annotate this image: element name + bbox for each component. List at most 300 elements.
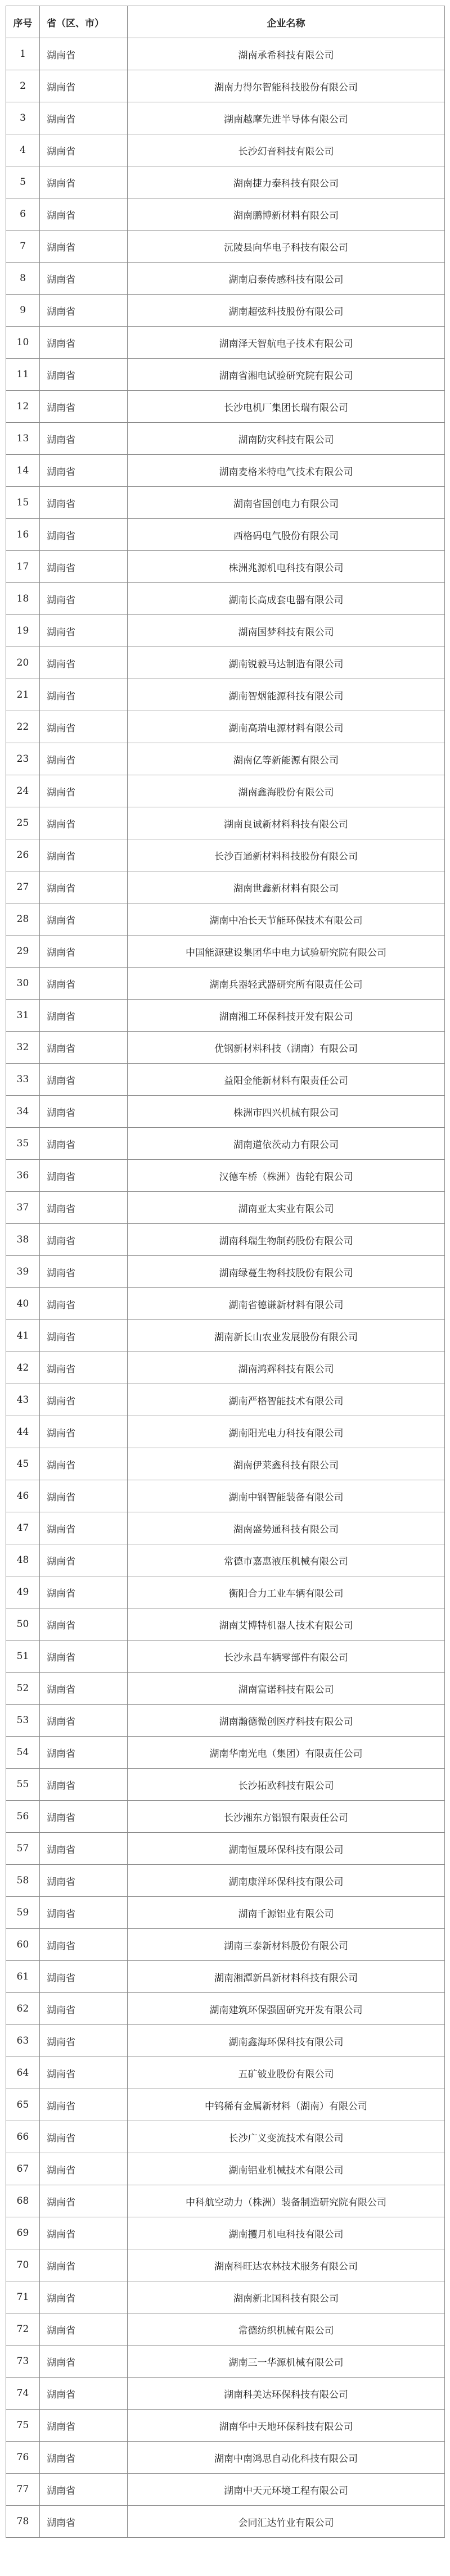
row-index: 5 <box>6 166 40 198</box>
row-company-name: 湖南道依茨动力有限公司 <box>128 1128 445 1160</box>
row-province: 湖南省 <box>40 2185 128 2217</box>
table-row <box>6 423 445 455</box>
row-province: 湖南省 <box>40 551 128 583</box>
row-province: 湖南省 <box>40 38 128 70</box>
row-province: 湖南省 <box>40 615 128 647</box>
row-province: 湖南省 <box>40 423 128 455</box>
row-index: 74 <box>6 2378 40 2410</box>
row-company-name: 湖南建筑环保强固研究开发有限公司 <box>128 1993 445 2025</box>
row-index: 48 <box>6 1544 40 1576</box>
row-index: 44 <box>6 1416 40 1448</box>
row-index: 49 <box>6 1576 40 1608</box>
row-province: 湖南省 <box>40 231 128 263</box>
row-company-name: 湖南中冶长天节能环保技术有限公司 <box>128 903 445 936</box>
row-province: 湖南省 <box>40 775 128 807</box>
row-company-name: 湖南康洋环保科技有限公司 <box>128 1865 445 1897</box>
row-province: 湖南省 <box>40 2442 128 2474</box>
table-row <box>6 487 445 519</box>
table-row <box>6 1640 445 1673</box>
row-index: 54 <box>6 1737 40 1769</box>
table-row <box>6 327 445 359</box>
row-company-name: 湖南科旺达农林技术服务有限公司 <box>128 2249 445 2281</box>
row-province: 湖南省 <box>40 1448 128 1480</box>
table-row <box>6 968 445 1000</box>
row-province: 湖南省 <box>40 936 128 968</box>
table-row <box>6 295 445 327</box>
table-row <box>6 936 445 968</box>
row-company-name: 湖南超弦科技股份有限公司 <box>128 295 445 327</box>
row-province: 湖南省 <box>40 1929 128 1961</box>
row-company-name: 中钨稀有金属新材料（湖南）有限公司 <box>128 2089 445 2121</box>
row-province: 湖南省 <box>40 1993 128 2025</box>
table-row <box>6 1705 445 1737</box>
table-row <box>6 166 445 198</box>
row-company-name: 湖南省德谦新材料有限公司 <box>128 1288 445 1320</box>
row-index: 55 <box>6 1769 40 1801</box>
row-province: 湖南省 <box>40 2474 128 2506</box>
row-company-name: 湖南锐毅马达制造有限公司 <box>128 647 445 679</box>
row-index: 24 <box>6 775 40 807</box>
row-company-name: 湖南鸿辉科技有限公司 <box>128 1352 445 1384</box>
row-index: 47 <box>6 1512 40 1544</box>
table-row <box>6 1480 445 1512</box>
table-row <box>6 1224 445 1256</box>
row-province: 湖南省 <box>40 519 128 551</box>
row-index: 66 <box>6 2121 40 2153</box>
row-company-name: 湖南新北国科技有限公司 <box>128 2281 445 2313</box>
row-index: 75 <box>6 2410 40 2442</box>
row-province: 湖南省 <box>40 1160 128 1192</box>
row-index: 17 <box>6 551 40 583</box>
row-index: 34 <box>6 1096 40 1128</box>
row-province: 湖南省 <box>40 391 128 423</box>
row-index: 63 <box>6 2025 40 2057</box>
row-index: 70 <box>6 2249 40 2281</box>
row-province: 湖南省 <box>40 839 128 871</box>
table-row <box>6 1865 445 1897</box>
row-company-name: 长沙湘东方铝银有限责任公司 <box>128 1801 445 1833</box>
row-index: 69 <box>6 2217 40 2249</box>
row-company-name: 株洲兆源机电科技有限公司 <box>128 551 445 583</box>
row-company-name: 湖南防灾科技有限公司 <box>128 423 445 455</box>
row-province: 湖南省 <box>40 1544 128 1576</box>
table-row <box>6 583 445 615</box>
row-index: 16 <box>6 519 40 551</box>
row-index: 26 <box>6 839 40 871</box>
row-province: 湖南省 <box>40 263 128 295</box>
row-index: 41 <box>6 1320 40 1352</box>
row-company-name: 湖南鑫海股份有限公司 <box>128 775 445 807</box>
table-row <box>6 1000 445 1032</box>
row-index: 30 <box>6 968 40 1000</box>
row-province: 湖南省 <box>40 1512 128 1544</box>
table-row <box>6 2057 445 2089</box>
row-province: 湖南省 <box>40 1128 128 1160</box>
row-province: 湖南省 <box>40 807 128 839</box>
row-company-name: 湖南盛势通科技有限公司 <box>128 1512 445 1544</box>
row-index: 18 <box>6 583 40 615</box>
table-row <box>6 1096 445 1128</box>
row-index: 19 <box>6 615 40 647</box>
row-index: 32 <box>6 1032 40 1064</box>
row-company-name: 长沙百通新材料科技股份有限公司 <box>128 839 445 871</box>
table-row <box>6 231 445 263</box>
row-province: 湖南省 <box>40 198 128 231</box>
table-row <box>6 2089 445 2121</box>
row-index: 56 <box>6 1801 40 1833</box>
table-row <box>6 551 445 583</box>
table-row <box>6 1448 445 1480</box>
row-company-name: 湖南麦格米特电气技术有限公司 <box>128 455 445 487</box>
row-company-name: 湖南新长山农业发展股份有限公司 <box>128 1320 445 1352</box>
row-company-name: 湖南中南鸿思自动化科技有限公司 <box>128 2442 445 2474</box>
row-index: 62 <box>6 1993 40 2025</box>
row-company-name: 汉德车桥（株洲）齿轮有限公司 <box>128 1160 445 1192</box>
table-row <box>6 1256 445 1288</box>
row-company-name: 湖南力得尔智能科技股份有限公司 <box>128 70 445 102</box>
row-province: 湖南省 <box>40 2025 128 2057</box>
row-province: 湖南省 <box>40 1576 128 1608</box>
row-province: 湖南省 <box>40 1737 128 1769</box>
row-province: 湖南省 <box>40 903 128 936</box>
row-province: 湖南省 <box>40 295 128 327</box>
row-index: 29 <box>6 936 40 968</box>
row-company-name: 湖南艾博特机器人技术有限公司 <box>128 1608 445 1640</box>
table-row <box>6 1576 445 1608</box>
row-company-name: 湖南国梦科技有限公司 <box>128 615 445 647</box>
row-index: 8 <box>6 263 40 295</box>
row-company-name: 长沙拓欧科技有限公司 <box>128 1769 445 1801</box>
table-row <box>6 1993 445 2025</box>
row-index: 12 <box>6 391 40 423</box>
row-province: 湖南省 <box>40 1801 128 1833</box>
row-index: 68 <box>6 2185 40 2217</box>
table-row <box>6 1512 445 1544</box>
row-index: 9 <box>6 295 40 327</box>
row-company-name: 常德纺织机械有限公司 <box>128 2313 445 2345</box>
row-province: 湖南省 <box>40 1384 128 1416</box>
row-index: 27 <box>6 871 40 903</box>
row-index: 52 <box>6 1673 40 1705</box>
row-company-name: 湖南科美达环保科技有限公司 <box>128 2378 445 2410</box>
row-company-name: 长沙电机厂集团长瑞有限公司 <box>128 391 445 423</box>
row-index: 28 <box>6 903 40 936</box>
row-index: 65 <box>6 2089 40 2121</box>
table-row <box>6 615 445 647</box>
row-province: 湖南省 <box>40 2153 128 2185</box>
table-body <box>6 38 445 2538</box>
row-province: 湖南省 <box>40 2313 128 2345</box>
row-index: 14 <box>6 455 40 487</box>
table-row <box>6 2217 445 2249</box>
row-province: 湖南省 <box>40 102 128 134</box>
row-company-name: 湖南三一华源机械有限公司 <box>128 2345 445 2378</box>
row-company-name: 湖南三泰新材料股份有限公司 <box>128 1929 445 1961</box>
row-company-name: 湖南良诚新材料科技有限公司 <box>128 807 445 839</box>
row-index: 33 <box>6 1064 40 1096</box>
row-index: 37 <box>6 1192 40 1224</box>
row-province: 湖南省 <box>40 1288 128 1320</box>
row-province: 湖南省 <box>40 2345 128 2378</box>
company-list-table <box>6 6 445 2538</box>
row-province: 湖南省 <box>40 1640 128 1673</box>
table-row <box>6 359 445 391</box>
row-index: 42 <box>6 1352 40 1384</box>
row-index: 39 <box>6 1256 40 1288</box>
row-index: 71 <box>6 2281 40 2313</box>
row-company-name: 湖南承希科技有限公司 <box>128 38 445 70</box>
row-index: 36 <box>6 1160 40 1192</box>
row-company-name: 湖南捷力泰科技有限公司 <box>128 166 445 198</box>
row-index: 2 <box>6 70 40 102</box>
table-row <box>6 2506 445 2538</box>
row-province: 湖南省 <box>40 2217 128 2249</box>
row-company-name: 湖南越摩先进半导体有限公司 <box>128 102 445 134</box>
table-row <box>6 1320 445 1352</box>
table-row <box>6 2281 445 2313</box>
table-row <box>6 519 445 551</box>
row-index: 23 <box>6 743 40 775</box>
row-province: 湖南省 <box>40 2410 128 2442</box>
row-index: 13 <box>6 423 40 455</box>
row-company-name: 湖南华南光电（集团）有限责任公司 <box>128 1737 445 1769</box>
row-province: 湖南省 <box>40 1608 128 1640</box>
row-company-name: 湖南兵器轻武器研究所有限责任公司 <box>128 968 445 1000</box>
row-company-name: 益阳金能新材料有限责任公司 <box>128 1064 445 1096</box>
table-row <box>6 455 445 487</box>
row-province: 湖南省 <box>40 2281 128 2313</box>
row-index: 76 <box>6 2442 40 2474</box>
row-company-name: 湖南铝业机械技术有限公司 <box>128 2153 445 2185</box>
table-row <box>6 1288 445 1320</box>
row-province: 湖南省 <box>40 1064 128 1096</box>
header-index: 序号 <box>6 6 40 38</box>
row-index: 78 <box>6 2506 40 2538</box>
table-row <box>6 2378 445 2410</box>
row-company-name: 中国能源建设集团华中电力试验研究院有限公司 <box>128 936 445 968</box>
row-province: 湖南省 <box>40 968 128 1000</box>
table-row <box>6 807 445 839</box>
table-row <box>6 2313 445 2345</box>
row-index: 7 <box>6 231 40 263</box>
table-row <box>6 102 445 134</box>
table-row <box>6 1961 445 1993</box>
table-row <box>6 1128 445 1160</box>
row-index: 53 <box>6 1705 40 1737</box>
row-province: 湖南省 <box>40 1000 128 1032</box>
table-row <box>6 903 445 936</box>
row-province: 湖南省 <box>40 1769 128 1801</box>
table-row <box>6 2345 445 2378</box>
table-row <box>6 839 445 871</box>
row-index: 60 <box>6 1929 40 1961</box>
row-province: 湖南省 <box>40 455 128 487</box>
row-index: 35 <box>6 1128 40 1160</box>
row-company-name: 湖南华中天地环保科技有限公司 <box>128 2410 445 2442</box>
row-index: 46 <box>6 1480 40 1512</box>
row-company-name: 湖南中钢智能装备有限公司 <box>128 1480 445 1512</box>
row-company-name: 湖南鑫海环保科技有限公司 <box>128 2025 445 2057</box>
row-index: 64 <box>6 2057 40 2089</box>
table-row <box>6 679 445 711</box>
row-index: 73 <box>6 2345 40 2378</box>
row-company-name: 湖南高瑞电源材料有限公司 <box>128 711 445 743</box>
row-province: 湖南省 <box>40 70 128 102</box>
row-province: 湖南省 <box>40 327 128 359</box>
table-row <box>6 2249 445 2281</box>
row-company-name: 株洲市四兴机械有限公司 <box>128 1096 445 1128</box>
row-province: 湖南省 <box>40 2057 128 2089</box>
table-row <box>6 1833 445 1865</box>
row-company-name: 湖南攫月机电科技有限公司 <box>128 2217 445 2249</box>
row-company-name: 会同汇达竹业有限公司 <box>128 2506 445 2538</box>
row-company-name: 湖南科瑞生物制药股份有限公司 <box>128 1224 445 1256</box>
row-index: 38 <box>6 1224 40 1256</box>
row-province: 湖南省 <box>40 487 128 519</box>
row-index: 15 <box>6 487 40 519</box>
row-province: 湖南省 <box>40 166 128 198</box>
table-row <box>6 2185 445 2217</box>
row-company-name: 湖南世鑫新材料有限公司 <box>128 871 445 903</box>
table-row <box>6 1384 445 1416</box>
row-company-name: 湖南中天元环境工程有限公司 <box>128 2474 445 2506</box>
table-row <box>6 1032 445 1064</box>
row-province: 湖南省 <box>40 1352 128 1384</box>
row-index: 21 <box>6 679 40 711</box>
row-company-name: 五矿铍业股份有限公司 <box>128 2057 445 2089</box>
row-company-name: 湖南富诺科技有限公司 <box>128 1673 445 1705</box>
row-company-name: 西格码电气股份有限公司 <box>128 519 445 551</box>
row-province: 湖南省 <box>40 1224 128 1256</box>
row-province: 湖南省 <box>40 679 128 711</box>
row-index: 67 <box>6 2153 40 2185</box>
row-index: 4 <box>6 134 40 166</box>
row-province: 湖南省 <box>40 2089 128 2121</box>
row-province: 湖南省 <box>40 134 128 166</box>
row-company-name: 湖南绿蔓生物科技股份有限公司 <box>128 1256 445 1288</box>
row-company-name: 湖南阳光电力科技有限公司 <box>128 1416 445 1448</box>
table-row <box>6 1737 445 1769</box>
table-row <box>6 38 445 70</box>
row-index: 20 <box>6 647 40 679</box>
row-province: 湖南省 <box>40 1192 128 1224</box>
table-row <box>6 70 445 102</box>
row-company-name: 中科航空动力（株洲）装备制造研究院有限公司 <box>128 2185 445 2217</box>
table-row <box>6 1544 445 1576</box>
row-index: 58 <box>6 1865 40 1897</box>
row-company-name: 湖南千源铝业有限公司 <box>128 1897 445 1929</box>
row-company-name: 湖南湘潭新昌新材料科技有限公司 <box>128 1961 445 1993</box>
header-province: 省（区、市） <box>40 6 128 38</box>
row-province: 湖南省 <box>40 1416 128 1448</box>
row-company-name: 湖南亿等新能源有限公司 <box>128 743 445 775</box>
row-company-name: 长沙幻音科技有限公司 <box>128 134 445 166</box>
row-company-name: 长沙永昌车辆零部件有限公司 <box>128 1640 445 1673</box>
row-index: 3 <box>6 102 40 134</box>
row-company-name: 沅陵县向华电子科技有限公司 <box>128 231 445 263</box>
table-row <box>6 2410 445 2442</box>
table-row <box>6 2025 445 2057</box>
row-company-name: 长沙广义变流技术有限公司 <box>128 2121 445 2153</box>
table-row <box>6 1416 445 1448</box>
row-index: 22 <box>6 711 40 743</box>
table-row <box>6 263 445 295</box>
row-company-name: 湖南泽天智航电子技术有限公司 <box>128 327 445 359</box>
row-index: 6 <box>6 198 40 231</box>
table-row <box>6 1352 445 1384</box>
header-company-name: 企业名称 <box>128 6 445 38</box>
row-company-name: 湖南湘工环保科技开发有限公司 <box>128 1000 445 1032</box>
row-province: 湖南省 <box>40 1897 128 1929</box>
table-row <box>6 1929 445 1961</box>
row-index: 51 <box>6 1640 40 1673</box>
table-row <box>6 198 445 231</box>
table-header-row <box>6 6 445 38</box>
row-company-name: 湖南亚太实业有限公司 <box>128 1192 445 1224</box>
row-province: 湖南省 <box>40 1865 128 1897</box>
table-row <box>6 647 445 679</box>
row-province: 湖南省 <box>40 2249 128 2281</box>
table-row <box>6 2442 445 2474</box>
row-index: 11 <box>6 359 40 391</box>
row-province: 湖南省 <box>40 1320 128 1352</box>
table-row <box>6 1801 445 1833</box>
row-company-name: 衡阳合力工业车辆有限公司 <box>128 1576 445 1608</box>
row-index: 40 <box>6 1288 40 1320</box>
row-province: 湖南省 <box>40 1961 128 1993</box>
table-row <box>6 1192 445 1224</box>
row-province: 湖南省 <box>40 647 128 679</box>
table-row <box>6 2474 445 2506</box>
row-province: 湖南省 <box>40 359 128 391</box>
table-row <box>6 743 445 775</box>
row-company-name: 湖南伊莱鑫科技有限公司 <box>128 1448 445 1480</box>
table-row <box>6 1769 445 1801</box>
row-company-name: 湖南恒晟环保科技有限公司 <box>128 1833 445 1865</box>
table-row <box>6 1160 445 1192</box>
row-province: 湖南省 <box>40 1256 128 1288</box>
row-index: 77 <box>6 2474 40 2506</box>
row-province: 湖南省 <box>40 1705 128 1737</box>
table-row <box>6 1673 445 1705</box>
table-row <box>6 1608 445 1640</box>
table-row <box>6 871 445 903</box>
table-row <box>6 711 445 743</box>
row-province: 湖南省 <box>40 871 128 903</box>
row-index: 59 <box>6 1897 40 1929</box>
row-index: 57 <box>6 1833 40 1865</box>
row-province: 湖南省 <box>40 2121 128 2153</box>
table-row <box>6 2153 445 2185</box>
row-index: 25 <box>6 807 40 839</box>
row-company-name: 湖南省国创电力有限公司 <box>128 487 445 519</box>
row-province: 湖南省 <box>40 711 128 743</box>
row-index: 43 <box>6 1384 40 1416</box>
row-province: 湖南省 <box>40 1032 128 1064</box>
table-row <box>6 1064 445 1096</box>
row-index: 72 <box>6 2313 40 2345</box>
row-company-name: 湖南瀚德微创医疗科技有限公司 <box>128 1705 445 1737</box>
row-index: 10 <box>6 327 40 359</box>
row-province: 湖南省 <box>40 743 128 775</box>
row-index: 61 <box>6 1961 40 1993</box>
table-row <box>6 391 445 423</box>
row-province: 湖南省 <box>40 1096 128 1128</box>
row-province: 湖南省 <box>40 1673 128 1705</box>
row-province: 湖南省 <box>40 583 128 615</box>
row-province: 湖南省 <box>40 1480 128 1512</box>
row-company-name: 湖南启泰传感科技有限公司 <box>128 263 445 295</box>
